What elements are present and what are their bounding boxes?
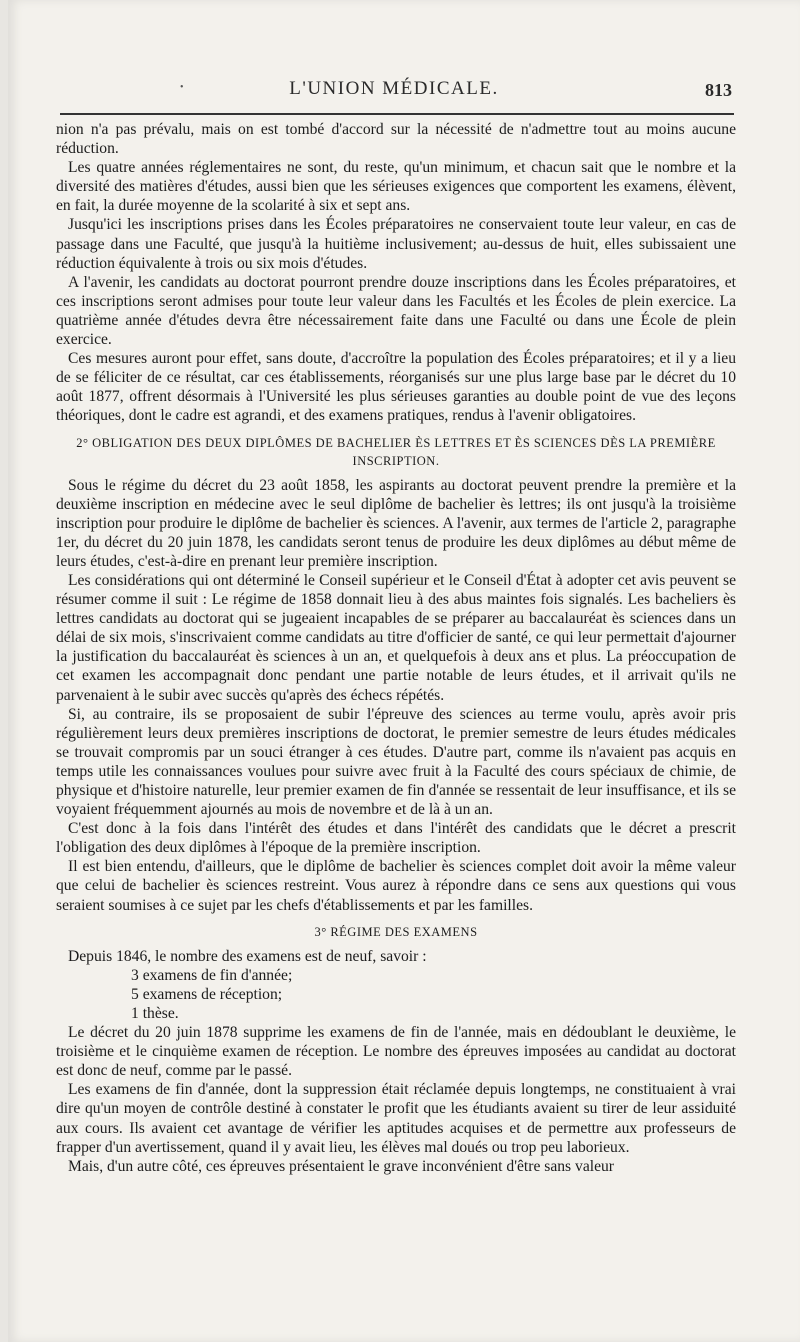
paragraph: Les considérations qui ont déterminé le Conseil supérieur et le Conseil d'État à adopter cet avis peuvent se résumer comme il suit : Le régime de 1858 donnait lieu à des abus maintes fois signalés. Les bacheliers ès lettres candidats au doctorat qui se jugeaient incapables de se préparer au baccalauréat ès sciences dans un délai de six mois, s'inscrivaient comme candidats au titre d'officier de santé, ce qui leur permettait d'ajourner la justification du baccalauréat ès sciences à un an, et quelquefois à deux ans et plus. La préoccupation de cet examen les accompagnait donc pendant une partie notable de leurs études, et il arrivait qu'ils ne parvenaient à le subir avec succès qu'après des échecs répétés.: [56, 571, 736, 704]
running-header: [56, 78, 732, 104]
paragraph: C'est donc à la fois dans l'intérêt des études et dans l'intérêt des candidats que le décret a prescrit l'obligation des deux diplômes à l'époque de la première inscription.: [56, 820, 736, 857]
paragraph: Ces mesures auront pour effet, sans doute, d'accroître la population des Écoles préparatoires; et il y a lieu de se féliciter de ce résultat, car ces établissements, réorganisés sur une plus large base par le décret du 10 août 1877, offrent désormais à l'Université les plus sérieuses garanties au double point de vue des leçons théoriques, dont le cadre est agrandi, et des examens pratiques, rendus à l'avenir obligatoires.: [56, 350, 736, 425]
section-heading-2: 2° OBLIGATION DES DEUX DIPLÔMES DE BACHELIER ÈS LETTRES ET ÈS SCIENCES DÈS LA PREMIÈRE INSCRIPTION.: [76, 435, 716, 468]
list-item: 1 thèse.: [131, 1004, 179, 1022]
scanned-page: [8, 0, 800, 1342]
exam-list: [56, 966, 736, 1023]
paragraph: nion n'a pas prévalu, mais on est tombé d'accord sur la nécessité de n'admettre tout au moins aucune réduction.: [56, 121, 736, 158]
header-rule: [60, 113, 734, 115]
header-bullet: •: [180, 82, 184, 93]
paragraph: Depuis 1846, le nombre des examens est de neuf, savoir :: [68, 947, 427, 965]
paragraph: Si, au contraire, ils se proposaient de subir l'épreuve des sciences au terme voulu, après avoir pris régulièrement leurs deux premières inscriptions de doctorat, le premier semestre de leurs études médicales se trouvait compromis par un souci étranger à ces études. D'autre part, comme ils n'avaient pas acquis en temps utile les connaissances voulues pour suivre avec fruit à la Faculté des cours spéciaux de chimie, de physique et d'histoire naturelle, leur premier examen de fin d'année se ressentait de leur insuffisance, et ils se voyaient fréquemment ajournés au mois de novembre et de là à un an.: [56, 705, 736, 819]
section-heading-3: 3° RÉGIME DES EXAMENS: [314, 924, 478, 939]
list-item: 3 examens de fin d'année;: [131, 966, 293, 984]
paragraph: Il est bien entendu, d'ailleurs, que le diplôme de bachelier ès sciences complet doit avoir la même valeur que celui de bachelier ès sciences restreint. Vous aurez à répondre dans ce sens aux questions qui vous seraient soumises à ce sujet par les chefs d'établissements et par les familles.: [56, 858, 736, 914]
paragraph: Les examens de fin d'année, dont la suppression était réclamée depuis longtemps, ne constituaient à vrai dire qu'un moyen de contrôle destiné à constater le profit que les étudiants avaient su tirer de leur assiduité aux cours. Ils avaient cet avantage de vérifier les aptitudes acquises et de permettre aux professeurs de frapper d'un avertissement, quand il y avait lieu, les élèves mal doués ou trop peu laborieux.: [56, 1081, 736, 1156]
list-item: 5 examens de réception;: [131, 985, 283, 1003]
paragraph: Les quatre années réglementaires ne sont, du reste, qu'un minimum, et chacun sait que le nombre et la diversité des matières d'études, aussi bien que les sérieuses exigences que comportent les examens, élèvent, en fait, la durée moyenne de la scolarité à six et sept ans.: [56, 159, 736, 215]
paragraph: Mais, d'un autre côté, ces épreuves présentaient le grave inconvénient d'être sans valeur: [68, 1157, 614, 1175]
paragraph: Sous le régime du décret du 23 août 1858, les aspirants au doctorat peuvent prendre la première et la deuxième inscription en médecine avec le seul diplôme de bachelier ès lettres; ils ont jusqu'à la troisième inscription pour produire le diplôme de bachelier ès sciences. A l'avenir, aux termes de l'article 2, paragraphe 1er, du décret du 20 juin 1878, les candidats seront tenus de produire les deux diplômes au début même de leurs études, c'est-à-dire en prenant leur première inscription.: [56, 476, 736, 570]
body-text: [56, 120, 736, 1176]
journal-title: L'UNION MÉDICALE.: [289, 78, 499, 99]
paragraph: A l'avenir, les candidats au doctorat pourront prendre douze inscriptions dans les Écoles préparatoires, et ces inscriptions seront admises pour toute leur valeur dans les Facultés et les Écoles de plein exercice. La quatrième année d'études devra être nécessairement faite dans une Faculté ou dans une École de plein exercice.: [56, 273, 736, 349]
page-number: 813: [705, 80, 732, 100]
paragraph: Le décret du 20 juin 1878 supprime les examens de fin de l'année, mais en dédoublant le deuxième, le troisième et le cinquième examen de réception. Le nombre des épreuves imposées au candidat au doctorat est donc de neuf, comme par le passé.: [56, 1024, 736, 1080]
paragraph: Jusqu'ici les inscriptions prises dans les Écoles préparatoires ne conservaient toute leur valeur, en cas de passage dans une Faculté, que jusqu'à la huitième inclusivement; au-dessus de huit, elles subissaient une réduction équivalente à trois ou six mois d'études.: [56, 216, 736, 272]
